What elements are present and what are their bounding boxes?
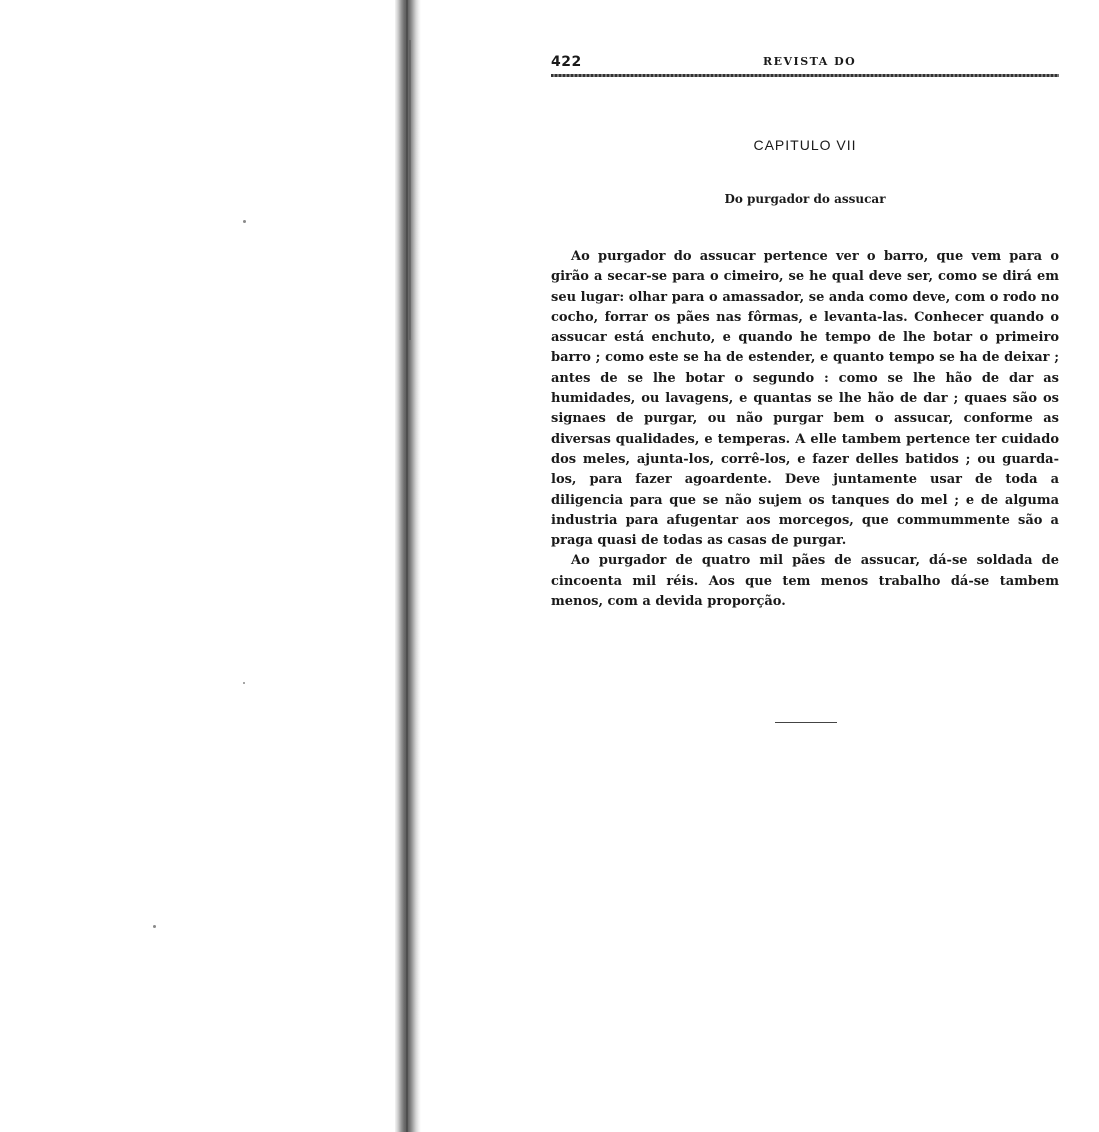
- journal-title: REVISTA DO: [763, 55, 857, 68]
- paper-speck: [243, 682, 245, 684]
- paragraph: Ao purgador de quatro mil pães de assucar, dá-se soldada de cincoenta mil réis. Aos que tem menos trabalho dá-se tambem menos, com a devida proporção.: [551, 553, 1059, 610]
- book-gutter: [395, 0, 421, 1132]
- body-text: [551, 247, 1059, 612]
- right-page: [421, 0, 1099, 1132]
- gutter-shadow: [406, 0, 408, 1132]
- left-page-blank: [0, 0, 395, 1132]
- paragraph: Ao purgador do assucar pertence ver o barro, que vem para o girão a secar-se para o cimeiro, se he qual deve ser, como se dirá em seu lugar: olhar para o amassador, se anda como deve, com o rodo no cocho, forrar os pães nas fôrmas, e levanta-las. Conhecer quando o assucar está enchuto, e quando he tempo de lhe botar o primeiro barro ; como este se ha de estender, e quanto tempo se ha de deixar ; antes de se lhe botar o segundo : como se lhe hão de dar as humidades, ou lavagens, e quantas se lhe hão de dar ; quaes são os signaes de purgar, ou não purgar bem o assucar, conforme as diversas qualidades, e temperas. A elle tambem pertence ter cuidado dos meles, ajunta-los, corrê-los, e fazer delles batidos ; ou guarda-los, para fazer agoardente. Deve juntamente usar de toda a diligencia para que se não sujem os tanques do mel ; e de alguma industria para afugentar aos morcegos, que commummente são a praga quasi de todas as casas de purgar.: [551, 249, 1059, 549]
- chapter-title: CAPITULO VII: [753, 137, 857, 153]
- end-rule: [775, 722, 837, 723]
- running-head: [551, 54, 1059, 72]
- header-rule: [551, 74, 1059, 77]
- page-number: 422: [551, 54, 582, 70]
- gutter-shadow: [409, 40, 411, 340]
- section-title: Do purgador do assucar: [724, 192, 886, 206]
- paper-speck: [243, 220, 246, 223]
- paper-speck: [153, 925, 156, 928]
